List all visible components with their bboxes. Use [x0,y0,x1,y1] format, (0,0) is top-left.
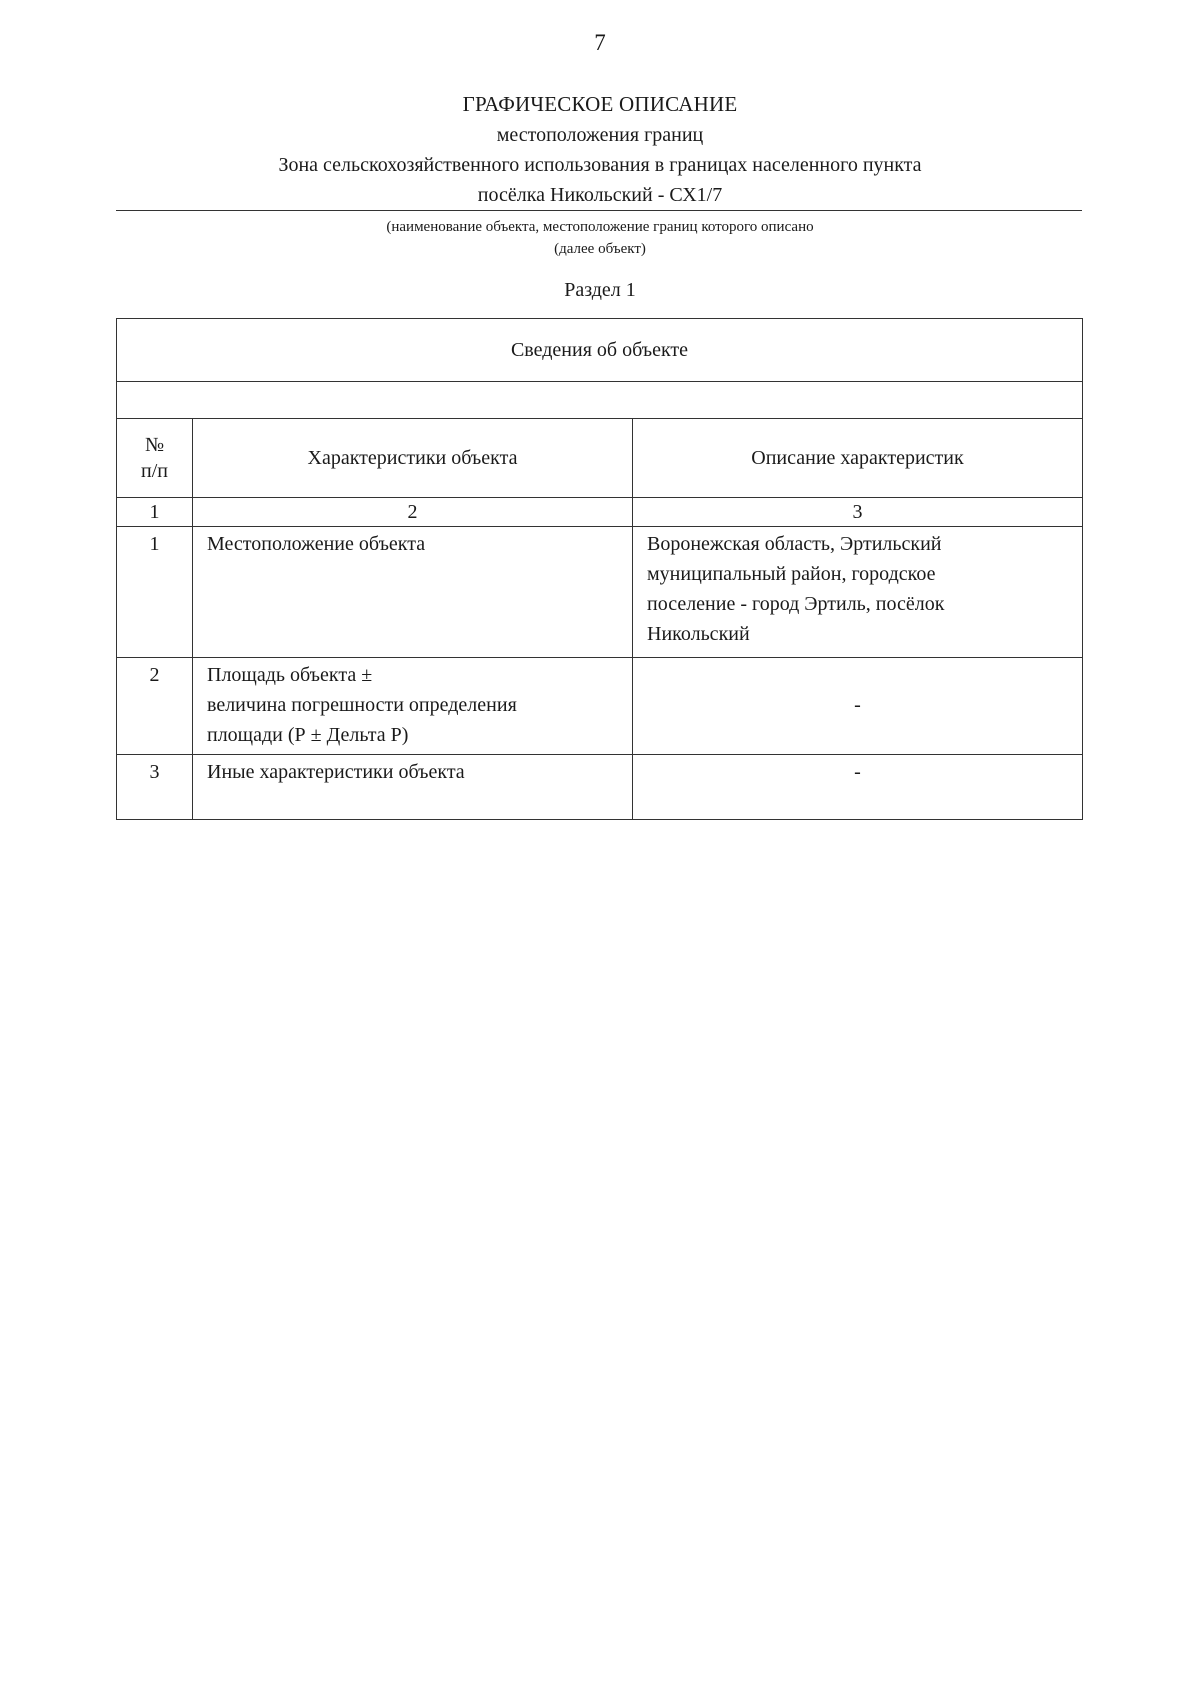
blank-cell [117,382,1083,419]
table-header-row [117,419,1083,498]
table-row [117,658,1083,755]
table-title: Сведения об объекте [117,319,1083,382]
table-row [117,755,1083,820]
row-characteristic: Площадь объекта ± величина погрешности определения площади (Р ± Дельта Р) [193,658,633,755]
column-number-3: 3 [633,498,1083,527]
caption-line-1: (наименование объекта, местоположение границ которого описано [386,219,814,235]
object-info-table [116,318,1083,820]
caption-line-2: (далее объект) [554,241,646,257]
object-name-line-2: посёлка Никольский - СХ1/7 [477,184,723,206]
row-description: Воронежская область, Эртильский муниципальный район, городское поселение - город Эртиль, посёлок Никольский [633,527,1083,658]
column-numbers-row [117,498,1083,527]
row-number: 2 [117,658,193,755]
table-blank-row [117,382,1083,419]
object-name-line-1: Зона сельскохозяйственного использования в границах населенного пункта [278,154,922,176]
row-description: - [633,658,1083,755]
row-number: 3 [117,755,193,820]
row-characteristic: Иные характеристики объекта [193,755,633,820]
header-cell-number: № п/п [117,419,193,498]
object-info-table-wrap [116,318,1082,820]
page-number: 7 [594,30,606,55]
document-header [0,88,1200,210]
object-caption [0,216,1200,260]
row-description: - [633,755,1083,820]
column-number-1: 1 [117,498,193,527]
document-subtitle: местоположения границ [496,124,704,146]
column-number-2: 2 [193,498,633,527]
header-cell-characteristic: Характеристики объекта [193,419,633,498]
section-label: Раздел 1 [564,279,636,301]
row-number: 1 [117,527,193,658]
header-underline [116,210,1082,211]
table-row [117,527,1083,658]
document-title: ГРАФИЧЕСКОЕ ОПИСАНИЕ [462,92,738,116]
row-characteristic: Местоположение объекта [193,527,633,658]
header-cell-description: Описание характеристик [633,419,1083,498]
table-title-row [117,319,1083,382]
